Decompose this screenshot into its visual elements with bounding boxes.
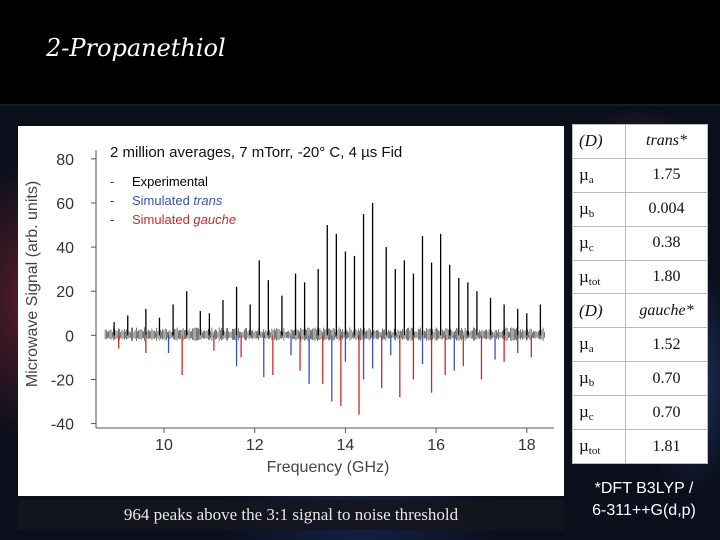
dipole-symbol: µ$_{tot}$: [573, 430, 626, 464]
footnote-line-2: 6-311++G(d,p): [592, 502, 696, 519]
x-tick-label: 10: [155, 437, 173, 454]
y-tick-label: 0: [65, 328, 74, 346]
table-row: [573, 226, 708, 260]
dipole-value: 0.70: [626, 396, 708, 430]
y-tick-label: 40: [56, 240, 74, 258]
legend-bullet: -: [110, 193, 115, 208]
title-band: [0, 0, 720, 106]
table-row: [573, 192, 708, 226]
table-row: [573, 158, 708, 192]
dipole-symbol: µ$_a$: [573, 328, 626, 362]
dipole-symbol: µ$_a$: [573, 158, 626, 192]
y-tick-label: 60: [56, 195, 74, 213]
chart-title: 2 million averages, 7 mTorr, -20° C, 4 µs Fid: [110, 144, 403, 161]
dipole-symbol: µ$_b$: [573, 192, 626, 226]
y-tick-label: -20: [50, 372, 74, 390]
dipole-symbol: µ$_{tot}$: [573, 260, 626, 294]
trans-header-row: [573, 125, 708, 159]
spectrum-chart-panel: [18, 126, 564, 496]
dipole-moment-table: [572, 124, 708, 464]
trans-unit-cell: (D): [573, 125, 626, 159]
y-tick-label: 80: [56, 151, 74, 169]
x-tick-label: 18: [517, 437, 536, 454]
dipole-value: 1.52: [626, 328, 708, 362]
dft-footnote: [574, 478, 714, 522]
x-tick-label: 12: [245, 437, 264, 454]
y-tick-label: -40: [50, 416, 74, 434]
gauche-unit-cell: (D): [573, 294, 626, 328]
table-row: [573, 430, 708, 464]
legend-entry: Simulated trans: [132, 193, 223, 208]
y-tick-label: 20: [56, 284, 74, 302]
dipole-value: 0.70: [626, 362, 708, 396]
gauche-header-cell: gauche*: [626, 294, 708, 328]
footnote-line-1: *DFT B3LYP /: [594, 480, 694, 497]
spectrum-chart: [18, 126, 564, 496]
dipole-value: 0.38: [626, 226, 708, 260]
legend-bullet: -: [110, 212, 115, 227]
table-row: [573, 328, 708, 362]
legend-entry: Experimental: [132, 174, 208, 189]
chart-marks: [105, 203, 544, 415]
series-2: [119, 335, 532, 414]
trans-header-cell: trans*: [626, 125, 708, 159]
x-tick-label: 16: [427, 437, 445, 454]
noise-baseline: [105, 327, 544, 341]
dipole-symbol: µ$_c$: [573, 226, 626, 260]
legend-bullet: -: [110, 174, 115, 189]
chart-axes: [51, 150, 554, 454]
peak-count-caption: 964 peaks above the 3:1 signal to noise threshold: [18, 500, 564, 530]
x-axis-label: Frequency (GHz): [266, 459, 390, 476]
table-row: [573, 260, 708, 294]
table-row: [573, 362, 708, 396]
gauche-header-row: [573, 294, 708, 328]
dipole-value: 1.80: [626, 260, 708, 294]
x-tick-label: 14: [336, 437, 355, 454]
dipole-symbol: µ$_c$: [573, 396, 626, 430]
table-row: [573, 396, 708, 430]
chart-legend: [110, 174, 236, 227]
y-axis-label: Microwave Signal (arb. units): [24, 180, 41, 388]
dipole-symbol: µ$_b$: [573, 362, 626, 396]
dipole-value: 1.81: [626, 430, 708, 464]
dipole-value: 1.75: [626, 158, 708, 192]
slide-title: 2-Propanethiol: [46, 34, 226, 62]
series-1: [169, 335, 518, 401]
dipole-value: 0.004: [626, 192, 708, 226]
legend-entry: Simulated gauche: [132, 212, 237, 227]
